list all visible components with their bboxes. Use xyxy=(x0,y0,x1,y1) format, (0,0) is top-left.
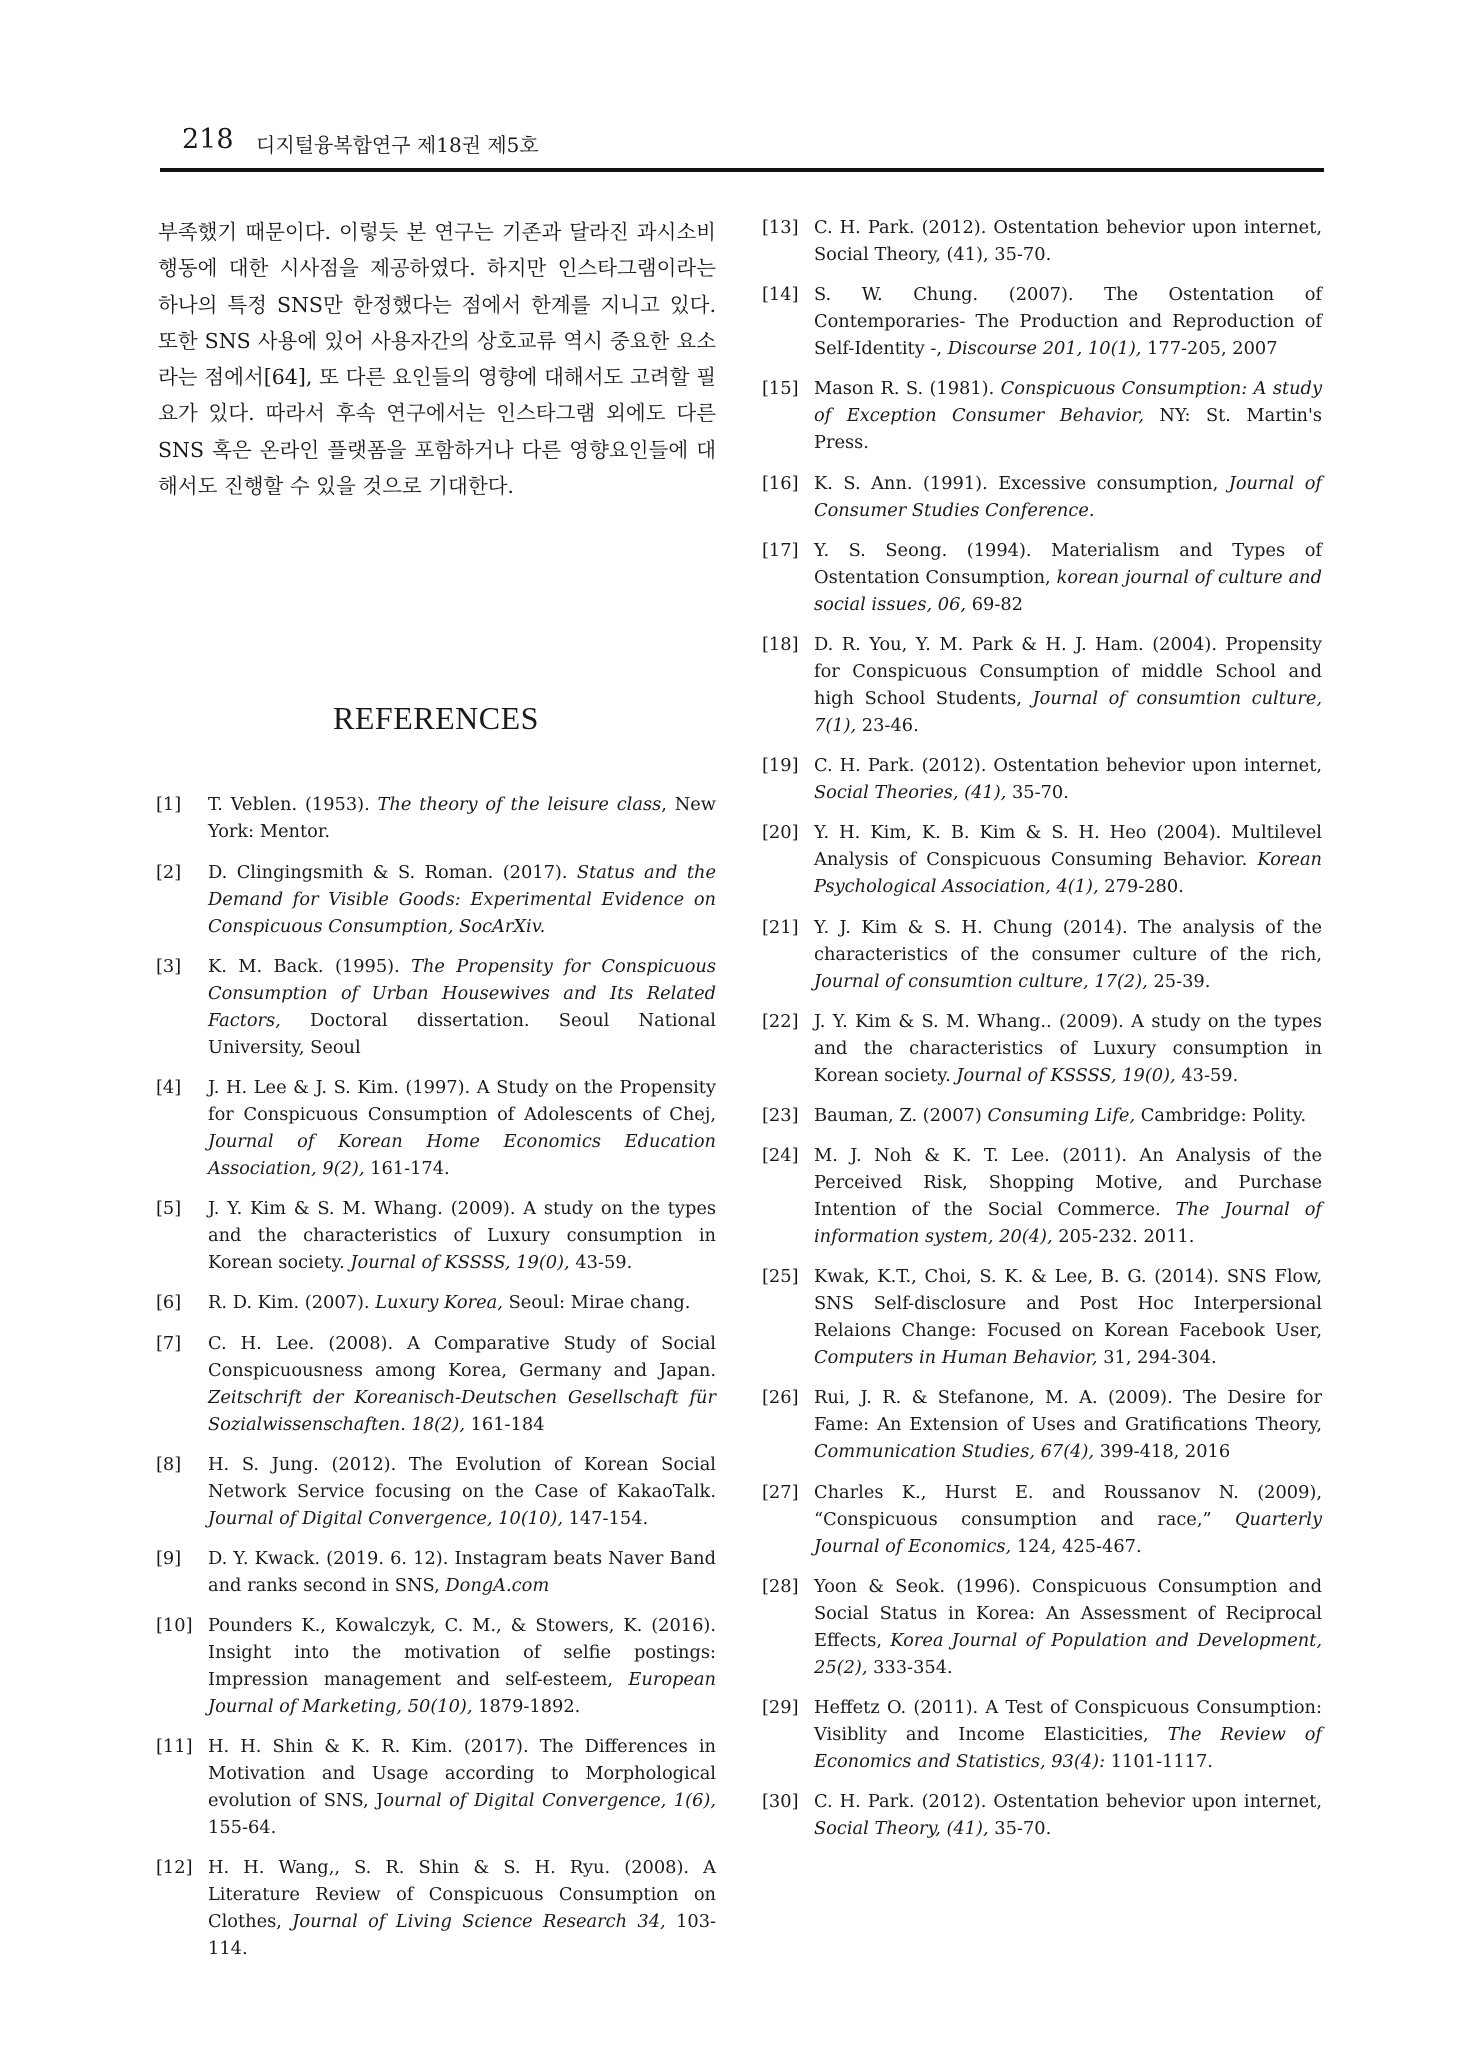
reference-source: Journal of consumtion culture, 7(1), xyxy=(814,687,1322,736)
reference-source: Conspicuous Consumption: A study of Exception Consumer Behavior, xyxy=(814,378,1322,427)
reference-item xyxy=(762,1788,1322,1842)
reference-text xyxy=(814,1008,1322,1089)
reference-number: [12] xyxy=(156,1857,193,1879)
reference-segment: J. H. Lee & J. S. Kim. (1997). A Study on the Propensity for Conspicuous Consumption of Adolescents of Chej, xyxy=(208,1076,716,1125)
reference-source: Journal of Living Science Research 34, xyxy=(292,1911,666,1933)
reference-text xyxy=(814,375,1322,456)
reference-segment: C. H. Lee. (2008). A Comparative Study of Social Conspicuousness among Korea, Germany and Japan. xyxy=(208,1332,716,1381)
reference-source: Korean Psychological Association, 4(1), xyxy=(814,849,1322,898)
reference-segment: Heffetz O. (2011). A Test of Conspicuous Consumption: Visiblity and Income Elasticities, xyxy=(814,1697,1322,1745)
reference-segment: 177-205, 2007 xyxy=(1141,338,1278,360)
reference-number: [7] xyxy=(156,1332,182,1354)
reference-item xyxy=(762,1263,1322,1371)
reference-segment: 161-184 xyxy=(464,1413,545,1435)
reference-text xyxy=(208,1451,716,1532)
reference-number: [24] xyxy=(762,1145,799,1167)
reference-item xyxy=(762,1573,1322,1681)
reference-segment: C. H. Park. (2012). Ostentation behevior upon internet, Social Theory, (41), 35-70. xyxy=(814,217,1322,265)
reference-number: [23] xyxy=(762,1104,799,1126)
reference-text xyxy=(208,1854,716,1962)
reference-segment: 399-418, 2016 xyxy=(1094,1441,1231,1463)
reference-source: korean journal of culture and social issues, 06, xyxy=(814,566,1323,615)
reference-source: Journal of consumtion culture, 17(2), xyxy=(814,970,1148,992)
reference-source: ournal of Digital Convergence, 1(6), xyxy=(383,1790,716,1812)
reference-item xyxy=(762,214,1322,268)
reference-segment: Doctoral dissertation. Seoul National University, Seoul xyxy=(208,1009,716,1058)
reference-segment: 69-82 xyxy=(966,593,1023,615)
running-header xyxy=(160,124,1324,172)
reference-segment: Yoon & Seok. (1996). Conspicuous Consumption and Social Status in Korea: An Assessment of Reciprocal Effects, xyxy=(814,1575,1322,1651)
reference-segment: 161-174. xyxy=(364,1157,450,1179)
reference-source: Consuming Life, xyxy=(987,1104,1136,1126)
reference-text xyxy=(814,1788,1322,1842)
reference-segment: C. H. Park. (2012). Ostentation behevior upon internet, xyxy=(814,755,1322,777)
reference-text xyxy=(814,752,1322,806)
right-column xyxy=(762,214,1322,1855)
reference-number: [15] xyxy=(762,378,799,400)
reference-number: [17] xyxy=(762,539,799,561)
left-column xyxy=(156,214,716,1976)
reference-segment: Y. S. Seong. (1994). Materialism and Types of Ostentation Consumption, xyxy=(814,539,1322,588)
references-heading: REFERENCES xyxy=(333,700,539,737)
reference-text xyxy=(208,953,716,1061)
reference-segment: NY: St. Martin's Press. xyxy=(814,405,1322,454)
reference-number: [10] xyxy=(156,1615,193,1637)
reference-segment: S. W. Chung. (2007). The Ostentation of Contemporaries- The Production and Reproduction of Self-Identity -, xyxy=(814,284,1322,360)
reference-segment: 43-59. xyxy=(569,1252,633,1274)
reference-source: The Review of Economics and Statistics, 93(4): xyxy=(814,1724,1322,1772)
body-paragraph: 부족했기 때문이다. 이렇듯 본 연구는 기존과 달라진 과시소비행동에 대한 시사점을 제공하였다. 하지만 인스타그램이라는 하나의 특정 SNS만 한정했다는 점에서 한계를 지니고 있다. 또한 SNS 사용에 있어 사용자간의 상호교류 역시 중요한 요소라는 점에서[64], 또 다른 요인들의 영향에 대해서도 고려할 필요가 있다. 따라서 후속 연구에서는 인스타그램 외에도 다른 SNS 혹은 온라인 플랫폼을 포함하거나 다른 영향요인들에 대해서도 진행할 수 있을 것으로 기대한다. xyxy=(158,220,716,499)
reference-number: [5] xyxy=(156,1198,182,1220)
reference-text xyxy=(814,470,1322,524)
reference-segment: Y. J. Kim & S. H. Chung (2014). The analysis of the characteristics of the consumer culture of the rich, xyxy=(814,916,1322,965)
reference-number: [11] xyxy=(156,1736,193,1758)
reference-segment: 279-280. xyxy=(1098,876,1184,898)
reference-segment: 147-154. xyxy=(562,1507,649,1529)
reference-source: The Propensity for Conspicuous Consumption of Urban Housewives and Its Related Factors, xyxy=(208,955,716,1031)
reference-text xyxy=(814,631,1322,739)
reference-segment: Pounders K., Kowalczyk, C. M., & Stowers, K. (2016). Insight into the motivation of selfie postings: Impression management and self-esteem, xyxy=(208,1615,716,1691)
reference-segment: 35-70. xyxy=(988,1818,1052,1840)
reference-item xyxy=(762,1694,1322,1775)
reference-segment: Charles K., Hurst E. and Roussanov N. (2009), “Conspicuous consumption and race,” xyxy=(814,1481,1322,1530)
reference-segment: J. Y. Kim & S. M. Whang.. (2009). A study on the types and the characteristics of Luxury consumption in Korean society. xyxy=(814,1010,1322,1086)
reference-text xyxy=(814,1384,1322,1465)
reference-segment: D. Clingingsmith & S. Roman. (2017). xyxy=(208,861,577,883)
reference-number: [14] xyxy=(762,284,799,306)
reference-text xyxy=(208,1612,716,1720)
reference-segment: Bauman, Z. (2007) xyxy=(814,1104,988,1126)
reference-number: [25] xyxy=(762,1266,799,1288)
reference-source: European Journal of Marketing, 50(10), xyxy=(208,1669,716,1718)
reference-segment: 1101-1117. xyxy=(1105,1751,1213,1772)
reference-number: [1] xyxy=(156,794,182,816)
reference-number: [2] xyxy=(156,861,182,883)
reference-number: [22] xyxy=(762,1010,799,1032)
reference-text xyxy=(208,859,716,940)
reference-source: DongA.com xyxy=(445,1574,550,1596)
reference-item xyxy=(156,1733,716,1841)
reference-segment: 103-114. xyxy=(208,1911,717,1960)
reference-segment: , New York: Mentor. xyxy=(208,794,717,843)
reference-segment: Seoul: Mirae chang. xyxy=(502,1292,691,1314)
reference-source: Journal of KSSSS, 19(0), xyxy=(956,1064,1176,1086)
reference-item xyxy=(762,819,1322,900)
reference-source: Quarterly Journal of Economics, xyxy=(814,1508,1322,1557)
reference-text xyxy=(208,1330,716,1438)
reference-text xyxy=(814,537,1322,618)
reference-text xyxy=(814,1573,1322,1681)
reference-number: [26] xyxy=(762,1387,799,1409)
reference-number: [16] xyxy=(762,472,799,494)
reference-source: The theory of the leisure class xyxy=(377,794,662,816)
reference-segment: 31, 294-304. xyxy=(1097,1347,1217,1369)
reference-item xyxy=(156,1545,716,1599)
reference-segment: 205-232. 2011. xyxy=(1052,1226,1195,1248)
reference-item xyxy=(156,1854,716,1962)
reference-source: Luxury Korea, xyxy=(375,1292,503,1314)
reference-segment: R. D. Kim. (2007). xyxy=(208,1292,376,1314)
reference-text xyxy=(208,1289,716,1316)
reference-item xyxy=(156,791,716,845)
reference-segment: K. M. Back. (1995). xyxy=(208,955,412,977)
reference-segment: 155-64. xyxy=(208,1817,277,1839)
reference-source: Discourse 201, 10(1), xyxy=(947,338,1142,360)
reference-segment: Mason R. S. (1981). xyxy=(814,378,1001,400)
reference-segment: 1879-1892. xyxy=(472,1696,581,1718)
reference-text xyxy=(814,1479,1322,1560)
reference-segment: Rui, J. R. & Stefanone, M. A. (2009). The Desire for Fame: An Extension of Uses and Gratifications Theory, xyxy=(814,1387,1322,1436)
reference-item xyxy=(762,537,1322,618)
reference-item xyxy=(156,1289,716,1316)
reference-item xyxy=(156,1195,716,1276)
reference-number: [30] xyxy=(762,1791,799,1813)
references-list-left xyxy=(156,791,716,1962)
reference-text xyxy=(814,214,1322,268)
reference-source: Journal of Digital Convergence, 10(10), xyxy=(208,1507,563,1529)
reference-number: [28] xyxy=(762,1575,799,1597)
reference-source: Communication Studies, 67(4), xyxy=(814,1441,1095,1463)
reference-segment: 25-39. xyxy=(1147,970,1211,992)
reference-segment: Kwak, K.T., Choi, S. K. & Lee, B. G. (2014). SNS Flow, SNS Self-disclosure and Post Hoc Interpersional Relaions Change: Focused on Korean Facebook User, xyxy=(814,1266,1322,1342)
reference-number: [9] xyxy=(156,1547,182,1569)
reference-item xyxy=(762,1384,1322,1465)
reference-item xyxy=(762,1008,1322,1089)
reference-source: Korea Journal of Population and Development, 25(2), xyxy=(814,1629,1322,1678)
reference-segment: 43-59. xyxy=(1175,1064,1239,1086)
reference-segment: Cambridge: Polity. xyxy=(1135,1104,1307,1126)
reference-text xyxy=(814,1263,1322,1371)
reference-item xyxy=(156,1612,716,1720)
reference-item xyxy=(762,1479,1322,1560)
reference-item xyxy=(762,1142,1322,1250)
reference-item xyxy=(762,631,1322,739)
reference-source: The Journal of information system, 20(4), xyxy=(814,1199,1323,1248)
reference-source: Journal of KSSSS, 19(0), xyxy=(350,1252,570,1274)
reference-item xyxy=(156,1451,716,1532)
reference-segment: 333-354. xyxy=(867,1656,953,1678)
reference-source: Computers in Human Behavior, xyxy=(814,1347,1098,1369)
reference-source: Social Theory, (41), xyxy=(814,1818,989,1840)
reference-number: [19] xyxy=(762,755,799,777)
reference-item xyxy=(762,281,1322,362)
reference-item xyxy=(762,375,1322,456)
reference-segment: 124, 425-467. xyxy=(1011,1535,1142,1557)
reference-segment: C. H. Park. (2012). Ostentation behevior upon internet, xyxy=(814,1791,1322,1813)
reference-segment: H. S. Jung. (2012). The Evolution of Korean Social Network Service focusing on the Case of KakaoTalk. xyxy=(208,1453,716,1502)
reference-item xyxy=(762,1102,1322,1129)
reference-segment: D. Y. Kwack. (2019. 6. 12). Instagram beats Naver Band and ranks second in SNS, xyxy=(208,1547,716,1596)
reference-text xyxy=(208,1545,716,1599)
reference-number: [18] xyxy=(762,633,799,655)
reference-segment: M. J. Noh & K. T. Lee. (2011). An Analysis of the Perceived Risk, Shopping Motive, and Purchase Intention of the Social Commerce. xyxy=(814,1145,1322,1221)
reference-source: Journal of Consumer Studies Conference. xyxy=(814,472,1323,521)
reference-text xyxy=(814,1142,1322,1250)
reference-segment: H. H. Wang,, S. R. Shin & S. H. Ryu. (2008). A Literature Review of Conspicuous Consumption on Clothes, xyxy=(208,1857,716,1933)
reference-source: Social Theories, (41), xyxy=(814,782,1007,804)
reference-number: [8] xyxy=(156,1453,182,1475)
reference-item xyxy=(156,859,716,940)
reference-number: [6] xyxy=(156,1292,182,1314)
reference-segment: D. R. You, Y. M. Park & H. J. Ham. (2004). Propensity for Conspicuous Consumption of middle School and high School Students, xyxy=(814,633,1322,709)
reference-text xyxy=(814,281,1322,362)
reference-segment: T. Veblen. (1953). xyxy=(208,794,378,816)
reference-source: Zeitschrift der Koreanisch-Deutschen Gesellschaft für Sozialwissenschaften. 18(2), xyxy=(208,1386,716,1435)
reference-text xyxy=(208,1195,716,1276)
references-list-right xyxy=(762,214,1322,1842)
reference-item xyxy=(762,914,1322,995)
reference-item xyxy=(156,953,716,1061)
reference-number: [20] xyxy=(762,822,799,844)
reference-segment: H. H. Shin & K. R. Kim. (2017). The Differences in Motivation and Usage according to Morphological evolution of SNS, J xyxy=(208,1736,716,1812)
reference-item xyxy=(762,470,1322,524)
reference-item xyxy=(156,1074,716,1182)
reference-text xyxy=(208,1074,716,1182)
reference-text xyxy=(814,819,1322,900)
reference-text xyxy=(814,1102,1322,1129)
reference-number: [4] xyxy=(156,1076,182,1098)
reference-segment: J. Y. Kim & S. M. Whang. (2009). A study on the types and the characteristics of Luxury consumption in Korean society. xyxy=(208,1198,716,1274)
reference-number: [13] xyxy=(762,217,799,238)
reference-item xyxy=(156,1330,716,1438)
reference-number: [29] xyxy=(762,1697,799,1718)
reference-source: Status and the Demand for Visible Goods: Experimental Evidence on Conspicuous Consumption, SocArXiv. xyxy=(208,861,716,937)
reference-number: [27] xyxy=(762,1481,799,1503)
reference-text xyxy=(814,914,1322,995)
reference-number: [21] xyxy=(762,916,799,938)
reference-text xyxy=(208,791,716,845)
page-number: 218 xyxy=(182,124,234,155)
running-title: 디지털융복합연구 제18권 제5호 xyxy=(256,133,539,157)
reference-text xyxy=(208,1733,716,1841)
reference-source: Journal of Korean Home Economics Education Association, 9(2), xyxy=(208,1130,716,1179)
reference-item xyxy=(762,752,1322,806)
reference-segment: 35-70. xyxy=(1006,782,1069,804)
reference-text xyxy=(814,1694,1322,1775)
reference-segment: K. S. Ann. (1991). Excessive consumption, xyxy=(814,472,1229,494)
reference-segment: 23-46. xyxy=(856,714,919,736)
reference-number: [3] xyxy=(156,955,182,977)
reference-segment: Y. H. Kim, K. B. Kim & S. H. Heo (2004). Multilevel Analysis of Conspicuous Consuming Behavior. xyxy=(814,822,1322,871)
